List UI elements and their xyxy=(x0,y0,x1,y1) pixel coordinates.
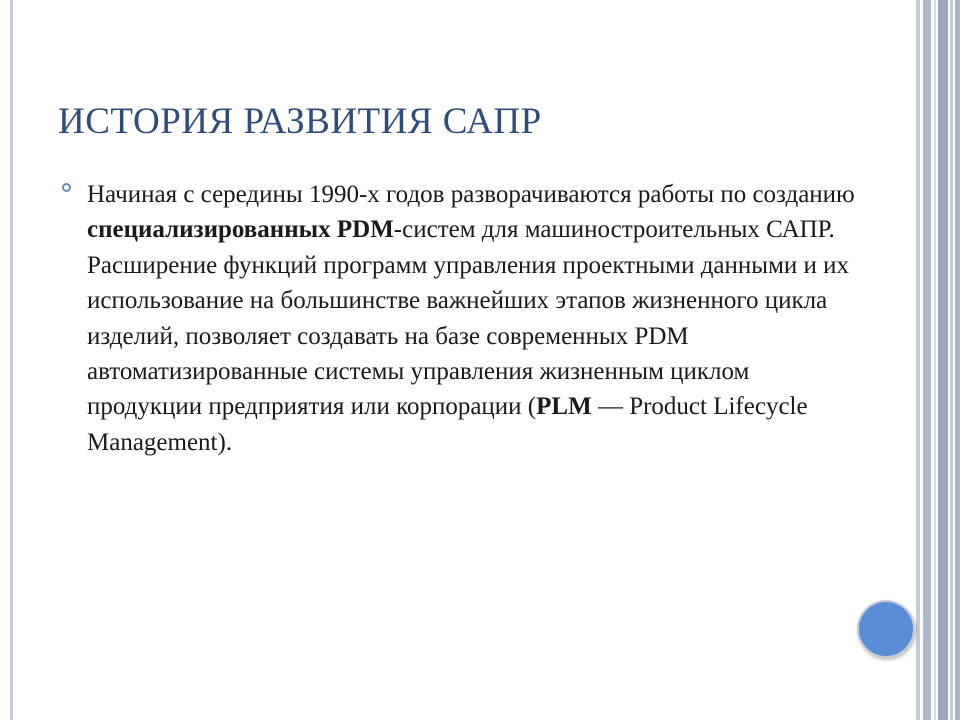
slide-title: ИСТОРИЯ РАЗВИТИЯ САПР xyxy=(58,101,542,142)
paragraph-text: -систем для машиностроительных САПР. Расширение функций программ управления проектными данными и их использование на большинстве важнейших этапов жизненного цикла изделий, позволяет создавать на базе современных PDM автоматизированные системы управления жизненным циклом продукции предприятия или корпорации ( xyxy=(87,216,850,421)
bullet-ring-icon xyxy=(62,183,71,192)
left-frame-line xyxy=(10,0,13,720)
decorative-circle-icon xyxy=(857,600,915,658)
paragraph-text: Начиная с середины 1990-х годов разворачиваются работы по созданию xyxy=(87,181,855,208)
paragraph-bold-term: специализированных PDM xyxy=(87,216,394,244)
decorative-stripe xyxy=(923,0,931,720)
decorative-stripe xyxy=(938,0,948,720)
decorative-stripe xyxy=(916,0,920,720)
paragraph-text: — Product Lifecycle Management). xyxy=(87,393,808,456)
decorative-stripe xyxy=(934,0,936,720)
bullet-paragraph xyxy=(87,177,867,460)
paragraph-bold-term: PLM xyxy=(536,393,592,421)
decorative-stripe xyxy=(950,0,953,720)
decorative-stripe xyxy=(955,0,960,720)
